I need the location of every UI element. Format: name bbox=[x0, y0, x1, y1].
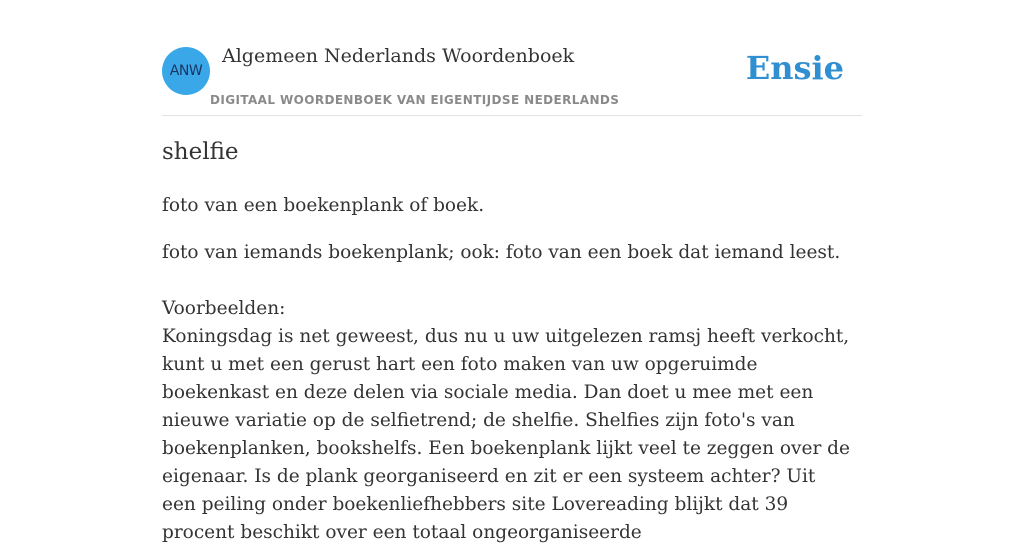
site-subtitle: DIGITAAL WOORDENBOEK VAN EIGENTIJDSE NEDERLANDS bbox=[210, 93, 620, 107]
content-container bbox=[162, 0, 862, 543]
entry-word: shelfie bbox=[162, 139, 239, 165]
example-text: Koningsdag is net geweest, dus nu u uw uitgelezen ramsj heeft verkocht, kunt u met een gerust hart een foto maken van uw opgeruimde boekenkast en deze delen via sociale media. Dan doet u mee met een nieuwe variatie op de selfietrend; de shelfie. Shelfies zijn foto's van boekenplanken, bookshelfs. Een boekenplank lijkt veel te zeggen over de eigenaar. Is de plank georganiseerd en zit er een systeem achter? Uit een peiling onder boekenliefhebbers site Lovereading blijkt dat 39 procent beschikt over een totaal ongeorganiseerde bbox=[162, 326, 850, 543]
definition-1: foto van een boekenplank of boek. bbox=[162, 195, 485, 216]
anw-logo[interactable]: ANW bbox=[162, 47, 210, 95]
examples-section bbox=[162, 295, 862, 547]
examples-label: Voorbeelden: bbox=[162, 298, 286, 319]
ensie-brand-link[interactable]: Ensie bbox=[745, 49, 844, 87]
definition-2: foto van iemands boekenplank; ook: foto van een boek dat iemand leest. bbox=[162, 242, 841, 263]
site-title[interactable]: Algemeen Nederlands Woordenboek bbox=[222, 45, 575, 67]
site-header bbox=[162, 0, 862, 116]
